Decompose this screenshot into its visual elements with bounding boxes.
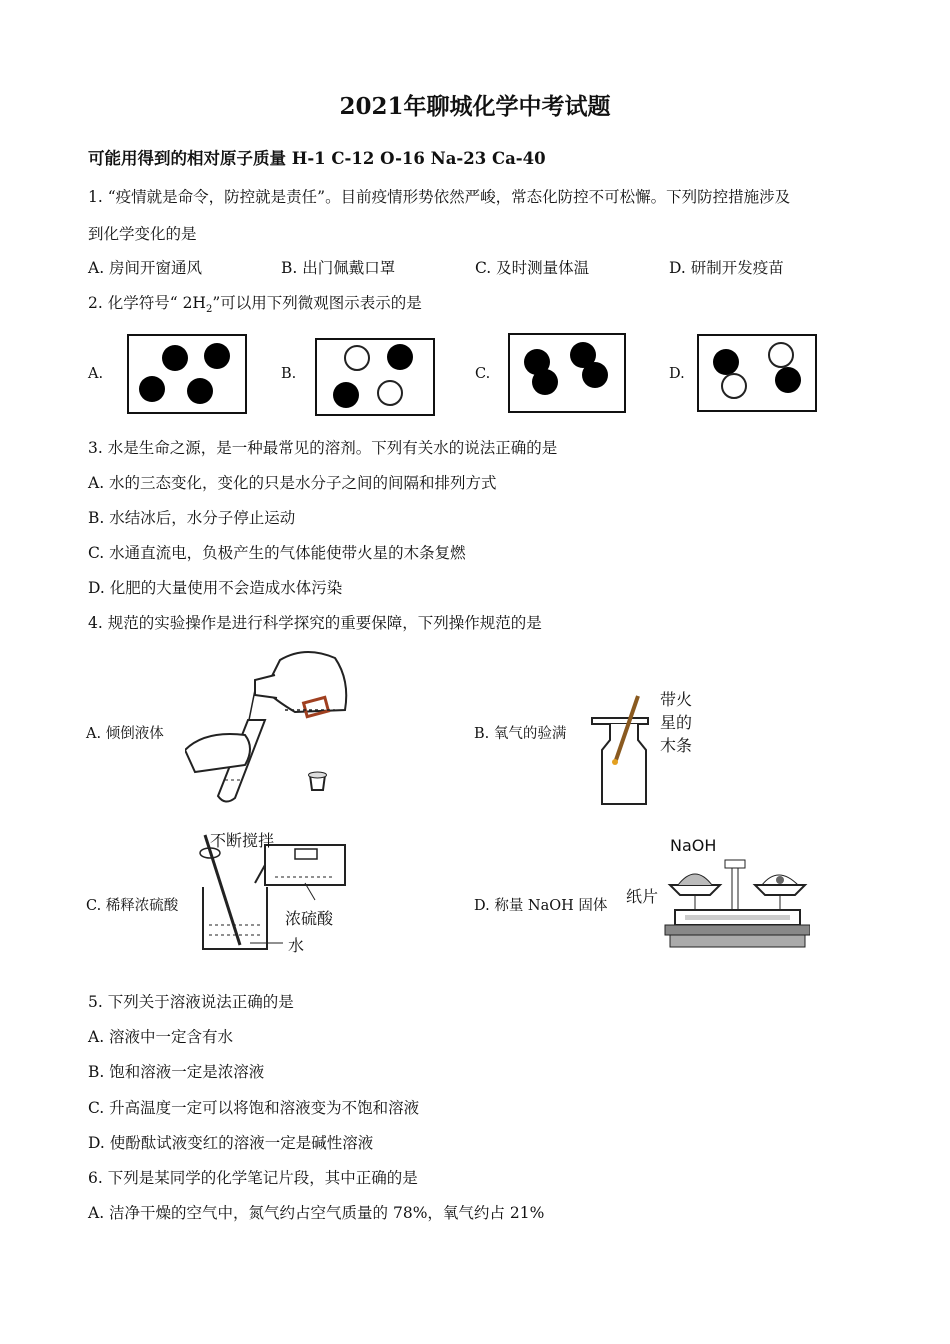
h-atom-icon [187, 378, 213, 404]
oxygen-test-figure [590, 690, 660, 808]
black-atom-icon [775, 367, 801, 393]
h-atom-icon [139, 376, 165, 402]
q1-option-c[interactable]: C. 及时测量体温 [475, 259, 590, 277]
q4-option-b[interactable]: B. 氧气的验满 [474, 726, 567, 742]
h-atom-icon [204, 343, 230, 369]
q5-option-c[interactable]: C. 升高温度一定可以将饱和溶液变为不饱和溶液 [88, 1099, 420, 1117]
q4-stem: 4. 规范的实验操作是进行科学探究的重要保障，下列操作规范的是 [88, 614, 542, 632]
paper-label: 纸片 [626, 887, 659, 906]
white-atom-icon [377, 380, 403, 406]
q2-option-b-label[interactable]: B. [281, 366, 297, 382]
q2-stem: 2. 化学符号“ $2H_2$”可以用下列微观图示表示的是 [88, 294, 422, 316]
q1-stem-line1: 1. “疫情就是命令，防控就是责任”。目前疫情形势依然严峻，常态化防控不可松懈。下列防控措施涉及 [88, 188, 791, 206]
q2-diagram-a[interactable] [127, 334, 247, 414]
q2-option-c-label[interactable]: C. [475, 366, 491, 382]
q4-option-a[interactable]: A. 倾倒液体 [86, 726, 164, 742]
h2-molecule-icon [532, 369, 558, 395]
page-title: 2021年聊城化学中考试题 [339, 93, 611, 120]
q3-option-a[interactable]: A. 水的三态变化，变化的只是水分子之间的间隔和排列方式 [88, 474, 497, 492]
black-atom-icon [713, 349, 739, 375]
q2-option-d-label[interactable]: D. [669, 366, 685, 382]
balance-figure [660, 855, 810, 953]
atomic-masses: 可能用得到的相对原子质量 H-1 C-12 O-16 Na-23 Ca-40 [88, 149, 546, 168]
q4-option-c[interactable]: C. 稀释浓硫酸 [86, 898, 179, 914]
stir-label: 不断搅拌 [210, 831, 275, 850]
q5-option-d[interactable]: D. 使酚酞试液变红的溶液一定是碱性溶液 [88, 1134, 374, 1152]
q1-option-d[interactable]: D. 研制开发疫苗 [669, 259, 784, 277]
h2-molecule-icon [582, 362, 608, 388]
q3-option-d[interactable]: D. 化肥的大量使用不会造成水体污染 [88, 579, 343, 597]
black-atom-icon [387, 344, 413, 370]
acid-label: 浓硫酸 [285, 909, 334, 928]
q5-option-b[interactable]: B. 饱和溶液一定是浓溶液 [88, 1063, 265, 1081]
q3-option-c[interactable]: C. 水通直流电，负极产生的气体能使带火星的木条复燃 [88, 544, 466, 562]
q4-option-d[interactable]: D. 称量 NaOH 固体 [474, 898, 608, 914]
q2-diagram-c[interactable] [508, 333, 626, 413]
q2-diagram-d[interactable] [697, 334, 817, 412]
h-atom-icon [162, 345, 188, 371]
q1-option-b[interactable]: B. 出门佩戴口罩 [281, 259, 396, 277]
q3-option-b[interactable]: B. 水结冰后，水分子停止运动 [88, 509, 296, 527]
white-atom-icon [768, 342, 794, 368]
q5-stem: 5. 下列关于溶液说法正确的是 [88, 993, 294, 1011]
naoh-label: NaOH [670, 836, 717, 855]
black-atom-icon [333, 382, 359, 408]
white-atom-icon [721, 373, 747, 399]
q1-option-a[interactable]: A. 房间开窗通风 [88, 259, 203, 277]
splint-label: 带火 星的 木条 [660, 690, 693, 755]
q3-stem: 3. 水是生命之源，是一种最常见的溶剂。下列有关水的说法正确的是 [88, 439, 558, 457]
white-atom-icon [344, 345, 370, 371]
q6-stem: 6. 下列是某同学的化学笔记片段，其中正确的是 [88, 1169, 418, 1187]
q6-option-a[interactable]: A. 洁净干燥的空气中，氮气约占空气质量的 78%，氧气约占 21% [88, 1204, 545, 1222]
q1-stem-line2: 到化学变化的是 [88, 225, 197, 243]
q5-option-a[interactable]: A. 溶液中一定含有水 [88, 1028, 234, 1046]
water-label: 水 [288, 936, 305, 955]
q2-option-a-label[interactable]: A. [88, 366, 104, 382]
pour-liquid-figure [185, 640, 360, 805]
q2-diagram-b[interactable] [315, 338, 435, 416]
